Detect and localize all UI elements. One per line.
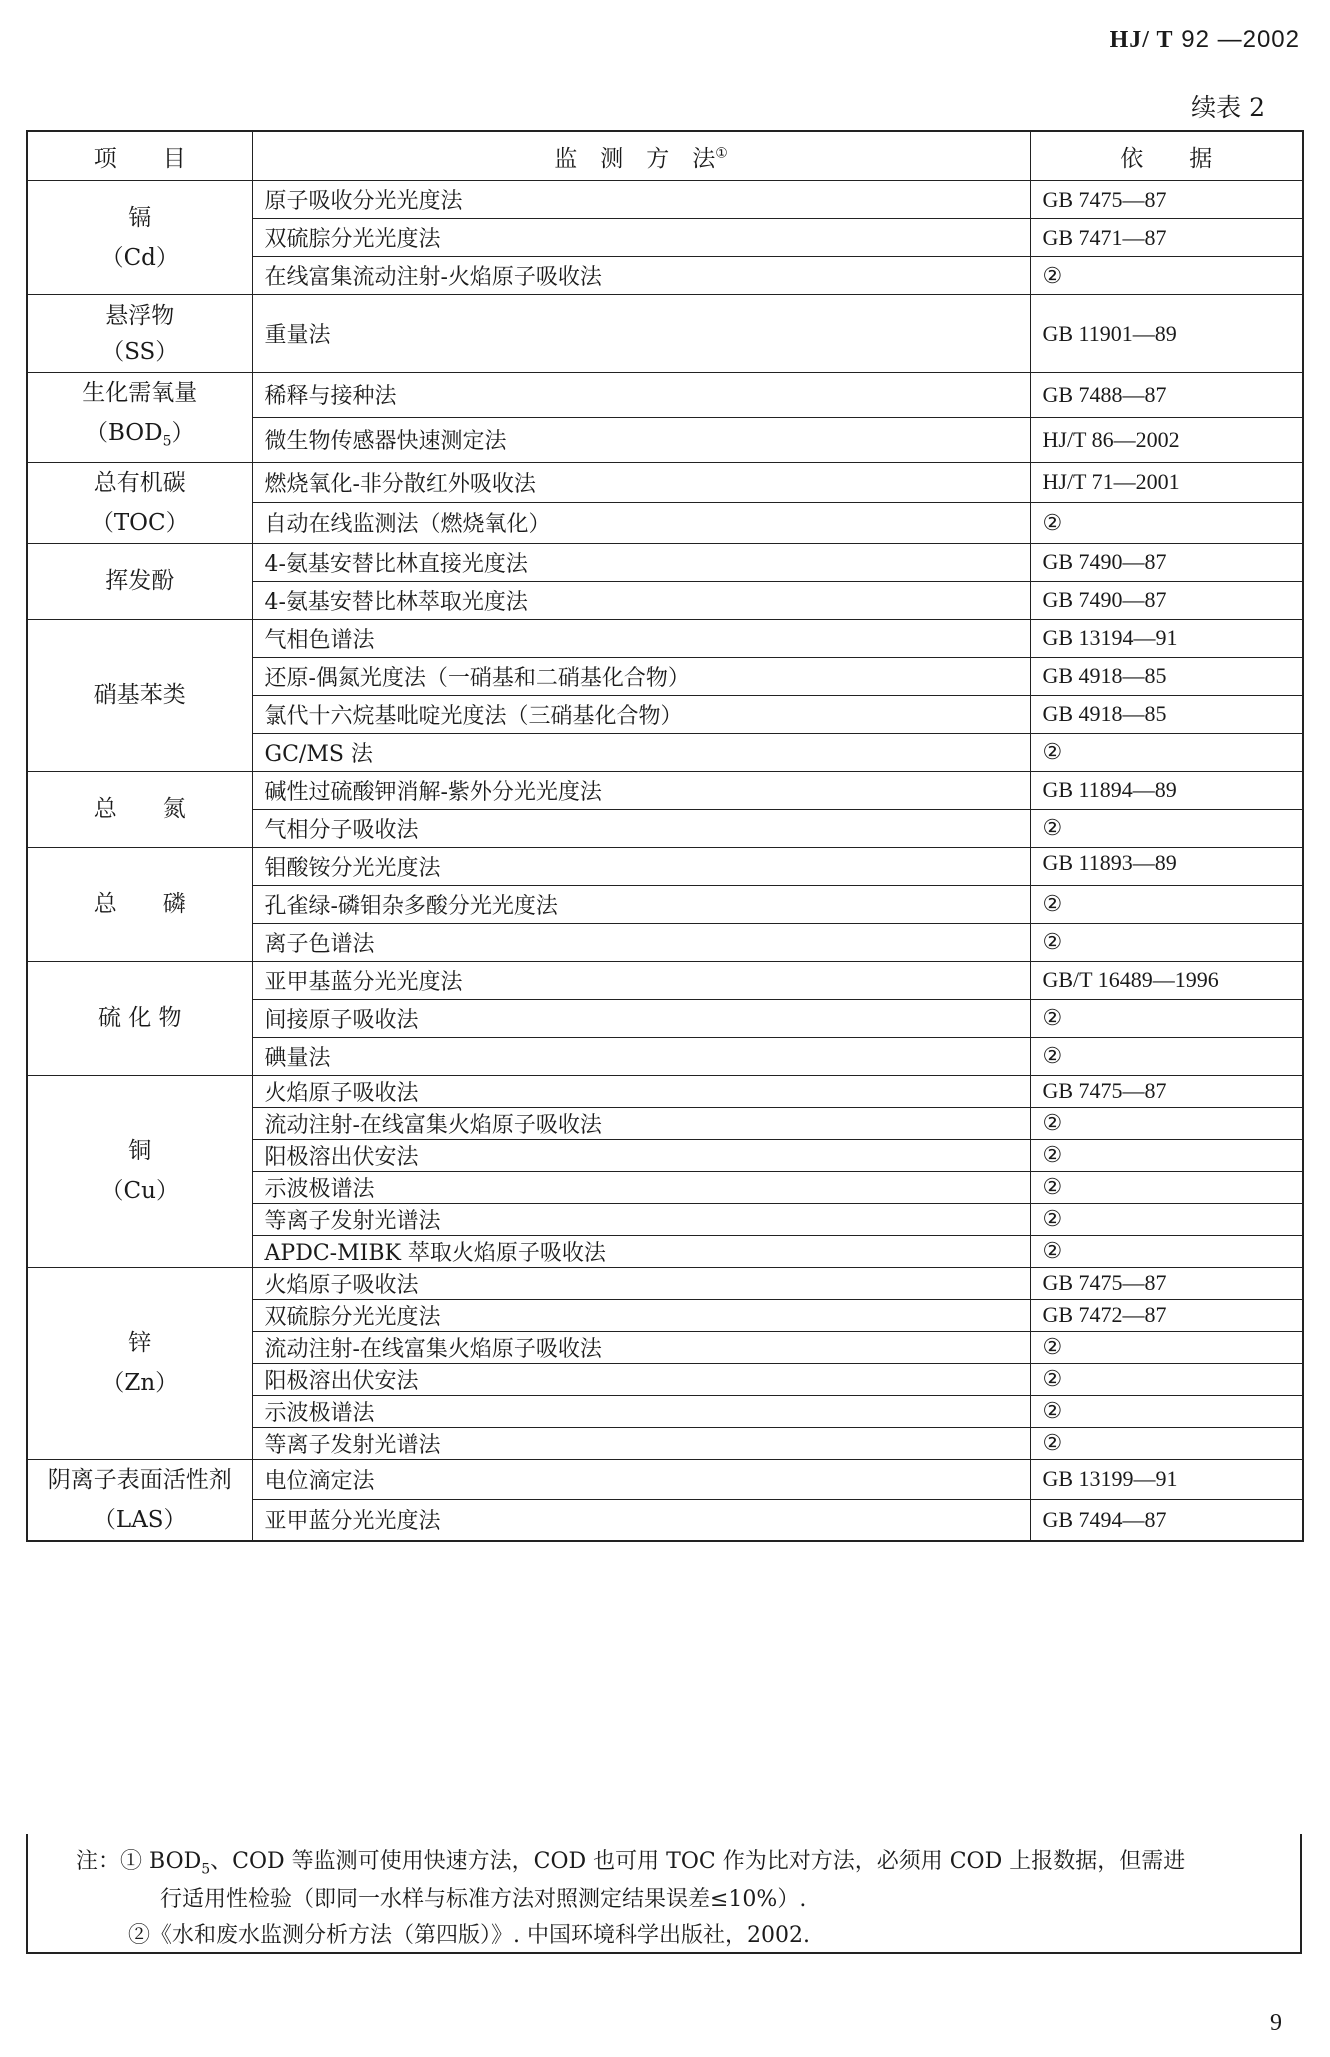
reference-cell: GB 11893—89 [1030, 847, 1303, 885]
method-cell: 原子吸收分光光度法 [252, 181, 1030, 219]
method-cell: 离子色谱法 [252, 923, 1030, 961]
reference-cell: ② [1030, 923, 1303, 961]
table-row [27, 619, 1303, 657]
reference-cell: ② [1030, 503, 1303, 544]
reference-cell: GB 11894—89 [1030, 771, 1303, 809]
reference-cell: GB 7472—87 [1030, 1299, 1303, 1331]
reference-cell: GB 4918—85 [1030, 695, 1303, 733]
method-cell: 稀释与接种法 [252, 373, 1030, 418]
header-method [252, 131, 1030, 181]
item-cell [27, 1267, 252, 1459]
note-1-prefix: 注：① BOD [76, 1849, 202, 1874]
note-2: ②《水和废水监测分析方法（第四版）》. 中国环境科学出版社，2002. [128, 1923, 810, 1948]
method-cell: 等离子发射光谱法 [252, 1203, 1030, 1235]
reference-cell: GB 4918—85 [1030, 657, 1303, 695]
item-name: 总 磷 [93, 891, 186, 918]
reference-cell: ② [1030, 1363, 1303, 1395]
reference-cell: ② [1030, 885, 1303, 923]
method-cell: 碘量法 [252, 1037, 1030, 1075]
item-name: 悬浮物 [105, 302, 175, 329]
reference-cell: HJ/T 71—2001 [1030, 462, 1303, 503]
method-cell: GC/MS 法 [252, 733, 1030, 771]
table-row [27, 373, 1303, 418]
item-cell [27, 543, 252, 619]
note-1-sub: 5 [201, 1861, 211, 1878]
method-cell: 示波极谱法 [252, 1395, 1030, 1427]
reference-cell: GB 7490—87 [1030, 581, 1303, 619]
item-name: 总 氮 [93, 796, 186, 823]
method-cell: 4-氨基安替比林直接光度法 [252, 543, 1030, 581]
item-cell [27, 373, 252, 463]
reference-cell: ② [1030, 809, 1303, 847]
method-cell: 氯代十六烷基吡啶光度法（三硝基化合物） [252, 695, 1030, 733]
item-symbol: $(BOD_5)$ [84, 420, 195, 450]
method-cell: 火焰原子吸收法 [252, 1267, 1030, 1299]
header-item: 项 目 [27, 131, 252, 181]
reference-cell: ② [1030, 1235, 1303, 1267]
reference-cell: GB 13194—91 [1030, 619, 1303, 657]
reference-cell: GB 7475—87 [1030, 1267, 1303, 1299]
method-cell: 亚甲蓝分光光度法 [252, 1500, 1030, 1541]
item-cell [27, 181, 252, 295]
item-symbol: （Cu） [100, 1178, 179, 1205]
note-1-text: 、COD 等监测可使用快速方法，COD 也可用 TOC 作为比对方法，必须用 COD 上报数据，但需进 [210, 1849, 1186, 1874]
table-row [27, 543, 1303, 581]
method-cell: 阳极溶出伏安法 [252, 1139, 1030, 1171]
item-name: 生化需氧量 [82, 380, 198, 406]
method-cell: 4-氨基安替比林萃取光度法 [252, 581, 1030, 619]
item-symbol: （SS） [101, 338, 179, 365]
method-cell: 火焰原子吸收法 [252, 1075, 1030, 1107]
method-cell: 示波极谱法 [252, 1171, 1030, 1203]
method-cell: 钼酸铵分光光度法 [252, 847, 1030, 885]
item-symbol: （LAS） [92, 1506, 187, 1533]
reference-cell: GB 7494—87 [1030, 1500, 1303, 1541]
page-number: 9 [1270, 2010, 1282, 2036]
reference-cell: ② [1030, 1139, 1303, 1171]
item-cell [27, 1075, 252, 1267]
reference-cell: ② [1030, 257, 1303, 295]
table-row [27, 961, 1303, 999]
method-cell: APDC-MIBK 萃取火焰原子吸收法 [252, 1235, 1030, 1267]
reference-cell: GB/T 16489—1996 [1030, 961, 1303, 999]
reference-cell: GB 7475—87 [1030, 1075, 1303, 1107]
item-cell [27, 847, 252, 961]
method-cell: 气相分子吸收法 [252, 809, 1030, 847]
reference-cell: ② [1030, 1427, 1303, 1459]
method-cell: 孔雀绿-磷钼杂多酸分光光度法 [252, 885, 1030, 923]
method-cell: 自动在线监测法（燃烧氧化） [252, 503, 1030, 544]
reference-cell: ② [1030, 1171, 1303, 1203]
note-1-line-2: 行适用性检验（即同一水样与标准方法对照测定结果误差≤10%）. [160, 1887, 807, 1912]
item-name: 总有机碳 [93, 469, 186, 496]
reference-cell: ② [1030, 1331, 1303, 1363]
standard-prefix: HJ/ T [1109, 27, 1174, 53]
method-cell: 还原-偶氮光度法（一硝基和二硝基化合物） [252, 657, 1030, 695]
item-cell [27, 462, 252, 543]
method-cell: 重量法 [252, 295, 1030, 373]
reference-cell: HJ/T 86—2002 [1030, 417, 1303, 462]
table-row [27, 1459, 1303, 1500]
reference-cell: ② [1030, 1037, 1303, 1075]
item-cell [27, 295, 252, 373]
method-cell: 双硫腙分光光度法 [252, 219, 1030, 257]
table-row [27, 462, 1303, 503]
reference-cell: GB 7488—87 [1030, 373, 1303, 418]
reference-cell: ② [1030, 1203, 1303, 1235]
method-cell: 间接原子吸收法 [252, 999, 1030, 1037]
note-1-line-1 [76, 1844, 1185, 1877]
table-notes [26, 1834, 1302, 1954]
standard-number: 92 —2002 [1181, 26, 1300, 53]
item-symbol: （Zn） [101, 1370, 179, 1397]
table-row [27, 295, 1303, 373]
method-cell: 在线富集流动注射-火焰原子吸收法 [252, 257, 1030, 295]
item-cell [27, 1459, 252, 1541]
reference-cell: ② [1030, 1107, 1303, 1139]
reference-cell: GB 13199—91 [1030, 1459, 1303, 1500]
reference-cell: GB 11901—89 [1030, 295, 1303, 373]
method-cell: 碱性过硫酸钾消解-紫外分光光度法 [252, 771, 1030, 809]
header-ref: 依 据 [1030, 131, 1303, 181]
table-row [27, 1075, 1303, 1107]
method-cell: 双硫腙分光光度法 [252, 1299, 1030, 1331]
footnote-mark: ① [715, 144, 728, 161]
method-cell: 阳极溶出伏安法 [252, 1363, 1030, 1395]
method-cell: 流动注射-在线富集火焰原子吸收法 [252, 1107, 1030, 1139]
item-name: 阴离子表面活性剂 [47, 1466, 232, 1493]
method-cell: 等离子发射光谱法 [252, 1427, 1030, 1459]
method-cell: 微生物传感器快速测定法 [252, 417, 1030, 462]
reference-cell: GB 7471—87 [1030, 219, 1303, 257]
table-row [27, 181, 1303, 219]
table-row [27, 771, 1303, 809]
reference-cell: GB 7490—87 [1030, 543, 1303, 581]
item-symbol: （TOC） [90, 509, 189, 536]
monitoring-methods-table [26, 130, 1304, 1542]
reference-cell: ② [1030, 733, 1303, 771]
item-cell [27, 961, 252, 1075]
reference-cell: ② [1030, 999, 1303, 1037]
item-cell [27, 619, 252, 771]
table-body [27, 181, 1303, 1541]
method-cell: 流动注射-在线富集火焰原子吸收法 [252, 1331, 1030, 1363]
continued-table-label: 续表 2 [1191, 93, 1265, 122]
header-method-label: 监 测 方 法 [554, 145, 716, 172]
item-cell [27, 771, 252, 847]
table-row [27, 1267, 1303, 1299]
item-name: 挥发酚 [105, 568, 175, 595]
table-row [27, 847, 1303, 885]
reference-cell: ② [1030, 1395, 1303, 1427]
item-symbol: （Cd） [100, 244, 179, 271]
item-name: 镉 [128, 204, 152, 231]
method-cell: 燃烧氧化-非分散红外吸收法 [252, 462, 1030, 503]
item-name: 铜 [128, 1138, 152, 1165]
item-name: 锌 [128, 1330, 152, 1357]
method-cell: 亚甲基蓝分光光度法 [252, 961, 1030, 999]
table-header-row [27, 131, 1303, 181]
item-name: 硝基苯类 [93, 682, 186, 709]
standard-code [1110, 26, 1300, 54]
method-cell: 气相色谱法 [252, 619, 1030, 657]
reference-cell: GB 7475—87 [1030, 181, 1303, 219]
item-name: 硫 化 物 [97, 1005, 182, 1032]
method-cell: 电位滴定法 [252, 1459, 1030, 1500]
